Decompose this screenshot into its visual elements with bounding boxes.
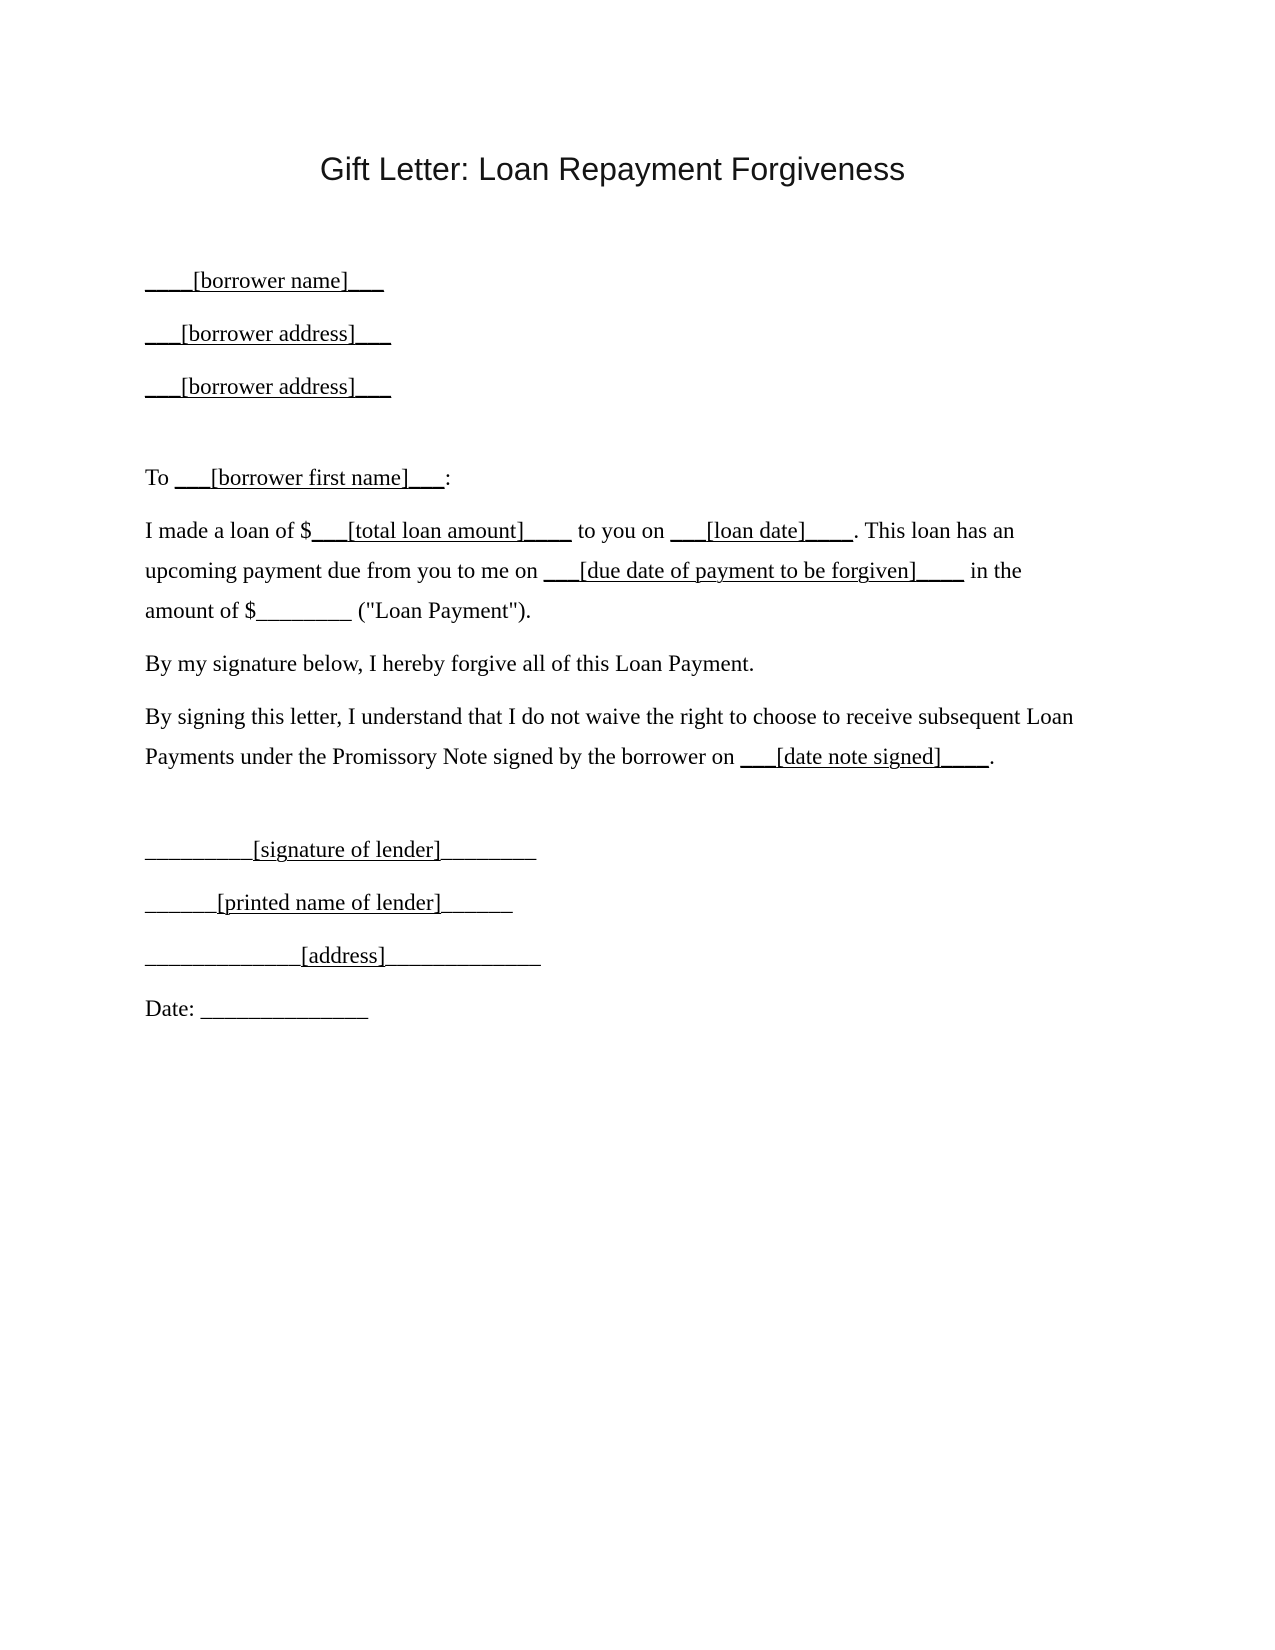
- date-label: Date:: [145, 996, 201, 1021]
- document-title: Gift Letter: Loan Repayment Forgiveness: [319, 151, 906, 187]
- paragraph-text: By signing this letter, I understand that I do not waive the right to choose to receive subsequent Loan Payments under the Promissory Note signed by the borrower on: [145, 704, 1074, 769]
- paragraph-text: in the amount of $: [145, 558, 1022, 623]
- blank-segment: ___: [408, 465, 445, 490]
- printed-name-of-lender-placeholder: [printed name of lender]: [217, 890, 442, 915]
- due-date-placeholder: [due date of payment to be forgiven]: [579, 558, 917, 583]
- paragraph-text: to you on: [571, 518, 671, 543]
- salutation-colon: :: [444, 465, 452, 490]
- paragraph-text: I made a loan of $: [145, 518, 312, 543]
- salutation-line: [145, 458, 1080, 498]
- blank-segment: ___: [355, 374, 392, 399]
- blank-segment: ___: [145, 374, 181, 399]
- blank-segment: ______: [441, 890, 514, 915]
- blank-segment: ___: [348, 268, 385, 293]
- borrower-address-line-2: [145, 367, 1080, 407]
- blank-segment: ____: [523, 518, 572, 543]
- blank-segment: _____________: [145, 943, 301, 968]
- blank-segment: ___: [355, 321, 392, 346]
- borrower-address-placeholder-1: [borrower address]: [181, 321, 356, 346]
- date-note-signed-placeholder: [date note signed]: [776, 744, 942, 769]
- blank-segment: ____: [145, 268, 193, 293]
- borrower-address-line-1: [145, 314, 1080, 354]
- borrower-name-placeholder: [borrower name]: [193, 268, 349, 293]
- blank-segment: ___: [174, 465, 211, 490]
- borrower-name-line: [145, 261, 1080, 301]
- signature-of-lender-placeholder: [signature of lender]: [253, 837, 441, 862]
- blank-segment: ___: [145, 321, 181, 346]
- borrower-first-name-placeholder: [borrower first name]: [210, 465, 409, 490]
- lender-address-line: [145, 936, 1080, 976]
- letter-body: [145, 261, 1080, 1029]
- subsequent-payments-paragraph: [145, 697, 1080, 777]
- date-line: [145, 989, 1080, 1029]
- salutation-text: To: [145, 465, 175, 490]
- borrower-address-placeholder-2: [borrower address]: [181, 374, 356, 399]
- lender-address-placeholder: [address]: [301, 943, 386, 968]
- blank-segment: ___: [543, 558, 580, 583]
- printed-name-line: [145, 883, 1080, 923]
- blank-segment: ___: [311, 518, 348, 543]
- signature-line: [145, 830, 1080, 870]
- paragraph-text: .: [989, 744, 995, 769]
- blank-segment: ______: [145, 890, 217, 915]
- amount-blank: ________: [256, 598, 353, 623]
- blank-segment: ____: [941, 744, 990, 769]
- blank-segment: ____: [805, 518, 854, 543]
- blank-segment: _________: [145, 837, 253, 862]
- blank-segment: ___: [740, 744, 777, 769]
- loan-paragraph: [145, 511, 1080, 631]
- signature-block: [145, 830, 1080, 1029]
- blank-segment: _____________: [385, 943, 542, 968]
- total-loan-amount-placeholder: [total loan amount]: [347, 518, 524, 543]
- forgiveness-paragraph: By my signature below, I hereby forgive all of this Loan Payment.: [145, 651, 755, 676]
- blank-segment: ___: [670, 518, 707, 543]
- borrower-address-block: [145, 261, 1080, 407]
- blank-segment: ____: [916, 558, 965, 583]
- blank-segment: ________: [440, 837, 537, 862]
- loan-date-placeholder: [loan date]: [706, 518, 806, 543]
- paragraph-text: ("Loan Payment").: [352, 598, 532, 623]
- date-blank: ______________: [200, 996, 369, 1021]
- paragraph-text: . This loan has an upcoming payment due from you to me on: [145, 518, 1015, 583]
